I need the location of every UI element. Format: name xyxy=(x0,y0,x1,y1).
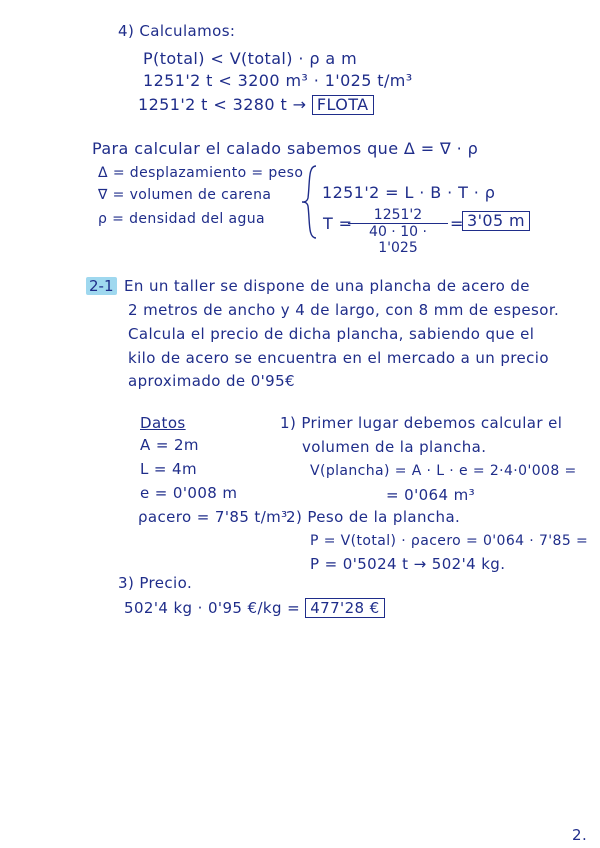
step-3-heading: 3) Precio. xyxy=(118,574,193,592)
step-2-weight-result: P = 0'5024 t → 502'4 kg. xyxy=(310,555,506,573)
dato-thickness: e = 0'008 m xyxy=(140,484,238,502)
step-1-volume-result: = 0'064 m³ xyxy=(386,486,476,504)
step-4-heading: 4) Calculamos: xyxy=(118,22,236,40)
t-equals: = xyxy=(450,214,464,233)
problem-line-5: aproximado de 0'95€ xyxy=(128,372,295,390)
step-1-volume-eq: V(plancha) = A · L · e = 2·4·0'008 = xyxy=(310,463,577,479)
definition-delta: Δ = desplazamiento = peso xyxy=(98,165,304,181)
step-1-subheading: volumen de la plancha. xyxy=(302,438,487,456)
flota-result-box: FLOTA xyxy=(312,95,374,115)
calado-intro: Para calcular el calado sabemos que Δ = ∇ · ρ xyxy=(92,139,479,158)
problem-line-1: En un taller se dispone de una plancha de acero de xyxy=(124,277,530,295)
step-2-weight-eq: P = V(total) · ρacero = 0'064 · 7'85 = xyxy=(310,533,589,549)
dato-density: ρacero = 7'85 t/m³ xyxy=(138,508,288,526)
step-2-heading: 2) Peso de la plancha. xyxy=(286,508,461,526)
step-3-price-eq: 502'4 kg · 0'95 €/kg = xyxy=(124,599,301,617)
datos-title: Datos xyxy=(140,414,186,432)
step-3-price xyxy=(124,598,385,618)
t-result-box: 3'05 m xyxy=(462,211,530,231)
price-result-box: 477'28 € xyxy=(305,598,384,618)
problem-line-2: 2 metros de ancho y 4 de largo, con 8 mm de espesor. xyxy=(128,301,560,319)
definition-nabla: ∇ = volumen de carena xyxy=(98,187,272,203)
definition-rho: ρ = densidad del agua xyxy=(98,211,266,227)
dato-area: A = 2m xyxy=(140,436,199,454)
problem-line-3: Calcula el precio de dicha plancha, sabiendo que el xyxy=(128,325,535,343)
step-1-heading: 1) Primer lugar debemos calcular el xyxy=(280,414,563,432)
dato-length: L = 4m xyxy=(140,460,198,478)
t-denominator: 40 · 10 · 1'025 xyxy=(369,224,427,256)
t-numerator: 1251'2 xyxy=(348,207,448,224)
t-result-wrap xyxy=(462,211,530,231)
equation-line-3-text: 1251'2 t < 3280 t → xyxy=(138,95,307,114)
equation-line-1: P(total) < V(total) · ρ a m xyxy=(143,49,358,68)
curly-brace xyxy=(300,164,320,240)
t-fraction xyxy=(348,207,448,256)
problem-line-4: kilo de acero se encuentra en el mercado a un precio xyxy=(128,349,549,367)
equation-line-3 xyxy=(138,95,374,115)
equation-displacement: 1251'2 = L · B · T · ρ xyxy=(322,183,496,202)
t-lhs: T = xyxy=(323,214,353,233)
page-number: 2. xyxy=(572,826,588,844)
equation-line-2: 1251'2 t < 3200 m³ · 1'025 t/m³ xyxy=(143,71,413,90)
problem-tag: 2-1 xyxy=(86,277,117,295)
